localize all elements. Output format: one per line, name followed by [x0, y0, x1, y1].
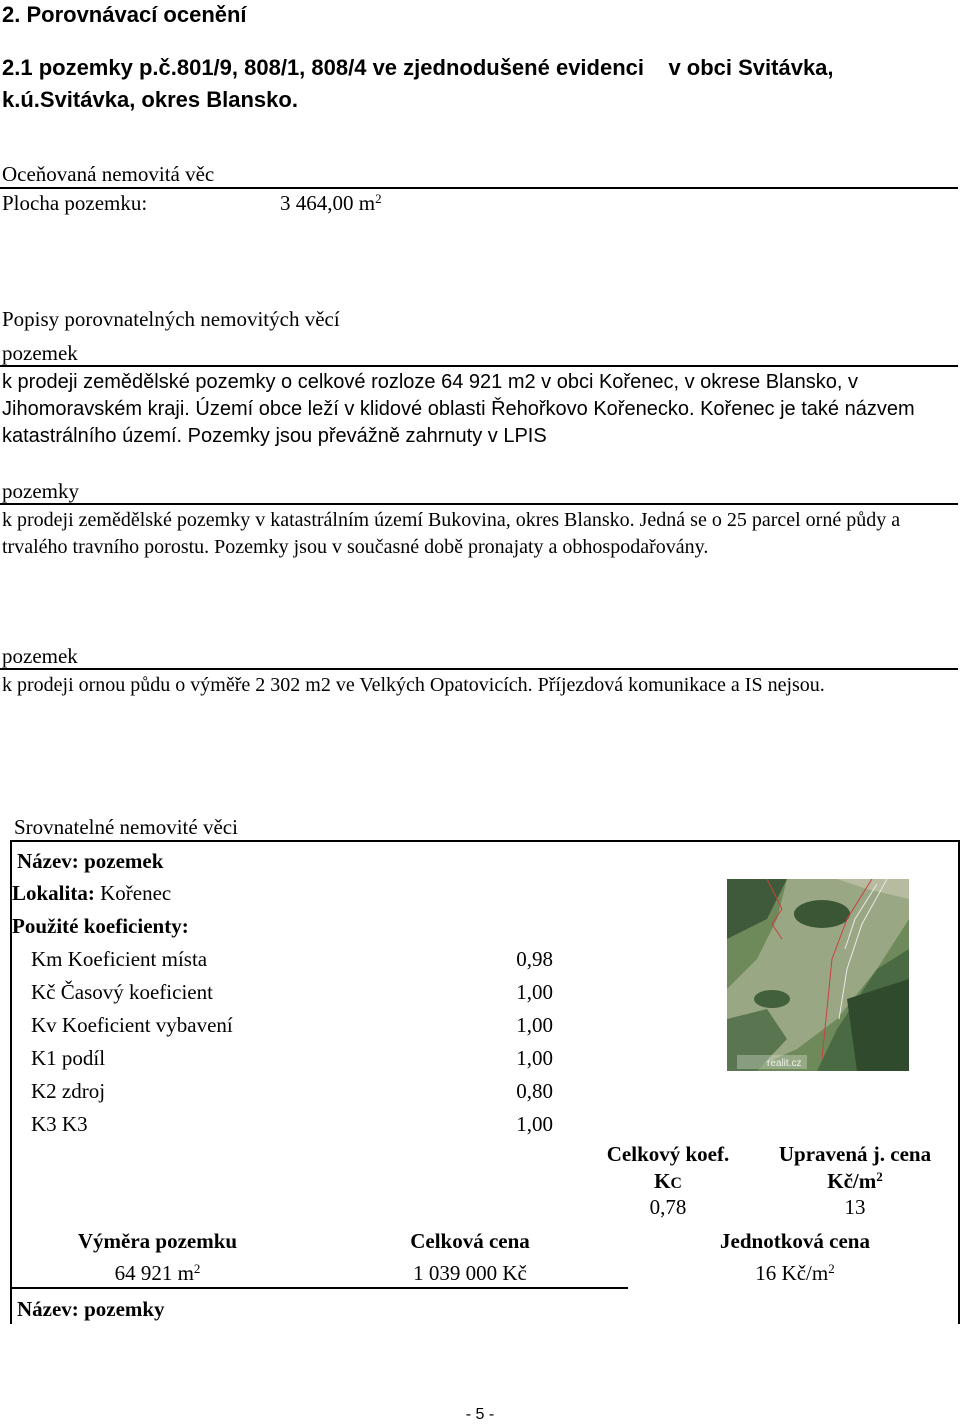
page-number: - 5 -	[465, 1406, 495, 1423]
aerial-photo	[727, 879, 909, 1071]
coef-kv-name: Kv Koeficient vybavení	[31, 1013, 233, 1037]
valued-property-title: Oceňovaná nemovitá věc	[2, 162, 215, 186]
comparable-1-text: k prodeji zemědělské pozemky o celkové rozloze 64 921 m2 v obci Kořenec, v okrese Blansko, v Jihomoravském kraji. Území obce leží v klidové oblasti Řehořkovo Kořenecko. Kořenec je také názvem katastrálního území. Pozemky jsou převážně zahrnuty v LPIS	[2, 371, 915, 447]
coef-k3-name: K3 K3	[31, 1112, 88, 1136]
comparable-2-text: k prodeji zemědělské pozemky v katastrálním území Bukovina, okres Blansko. Jedná se o 25 parcel orné půdy a trvalého travního porostu. Pozemky jsou v současné době pronajaty a obhospodařovány.	[2, 509, 901, 558]
coef-kc-name: Kč Časový koeficient	[31, 980, 213, 1004]
area-value: 3 464,00 $m^2$	[280, 190, 382, 215]
comparable-3-text: k prodeji ornou půdu o výměře 2 302 m2 ve Velkých Opatovicích. Příjezdová komunikace a IS nejsou.	[2, 674, 825, 696]
name-row: Název: pozemek	[17, 849, 164, 873]
coef-km-value: 0,98	[516, 947, 553, 971]
unit-price-value-cell: 16 $Kč/m^2$	[755, 1260, 835, 1285]
table-title: Srovnatelné nemovité věci	[14, 815, 238, 839]
comparable-1-label: pozemek	[2, 341, 78, 365]
coefficients-title: Použité koeficienty:	[12, 914, 189, 938]
coef-kv-value: 1,00	[516, 1013, 553, 1037]
aerial-photo-graphic	[727, 879, 909, 1071]
comparable-3-label: pozemek	[2, 644, 78, 668]
comparable-2-label: pozemky	[2, 479, 79, 503]
subsection-heading-line1: 2.1 pozemky p.č.801/9, 808/1, 808/4 ve zjednodušené evidenci v obci Svitávka,	[2, 55, 834, 80]
table-top-border	[10, 840, 960, 842]
locality-row: Lokalita: Kořenec	[12, 881, 172, 905]
total-price-header: Celková cena	[410, 1229, 530, 1253]
area-label: Plocha pozemku:	[2, 191, 148, 215]
area-value-cell: 64 921 $m^2$	[114, 1260, 201, 1285]
unit-price-header: Jednotková cena	[720, 1229, 870, 1253]
subsection-heading-line2: k.ú.Svitávka, okres Blansko.	[2, 87, 298, 112]
total-coef-header: Celkový koef. KC	[606, 1142, 730, 1193]
total-price-value: 1 039 000 Kč	[413, 1261, 527, 1285]
coef-k3-value: 1,00	[516, 1112, 553, 1136]
coef-k2-name: K2 zdroj	[31, 1079, 106, 1103]
comparables-title: Popisy porovnatelných nemovitých věcí	[2, 307, 340, 331]
table-left-border	[10, 840, 12, 1324]
adjusted-price-header: Upravená j. cena $Kč/m^2$	[778, 1142, 932, 1193]
table-summary-divider	[10, 1287, 628, 1289]
section-heading: 2. Porovnávací ocenění	[2, 2, 247, 27]
coef-k1-name: K1 podíl	[31, 1046, 106, 1070]
comparable-3-divider	[0, 668, 958, 670]
comparable-1-divider	[0, 365, 958, 367]
adjusted-price-value: 13	[844, 1195, 866, 1219]
next-name-row: Název: pozemky	[17, 1297, 165, 1321]
coef-km-name: Km Koeficient místa	[31, 947, 208, 971]
coef-k2-value: 0,80	[516, 1079, 553, 1103]
total-coef-value: 0,78	[649, 1195, 687, 1219]
area-header: Výměra pozemku	[77, 1229, 238, 1253]
photo-watermark: realit.cz	[767, 1058, 802, 1069]
comparable-2-divider	[0, 503, 958, 505]
coef-k1-value: 1,00	[516, 1046, 553, 1070]
valued-divider	[0, 187, 958, 189]
coef-kc-value: 1,00	[516, 980, 553, 1004]
